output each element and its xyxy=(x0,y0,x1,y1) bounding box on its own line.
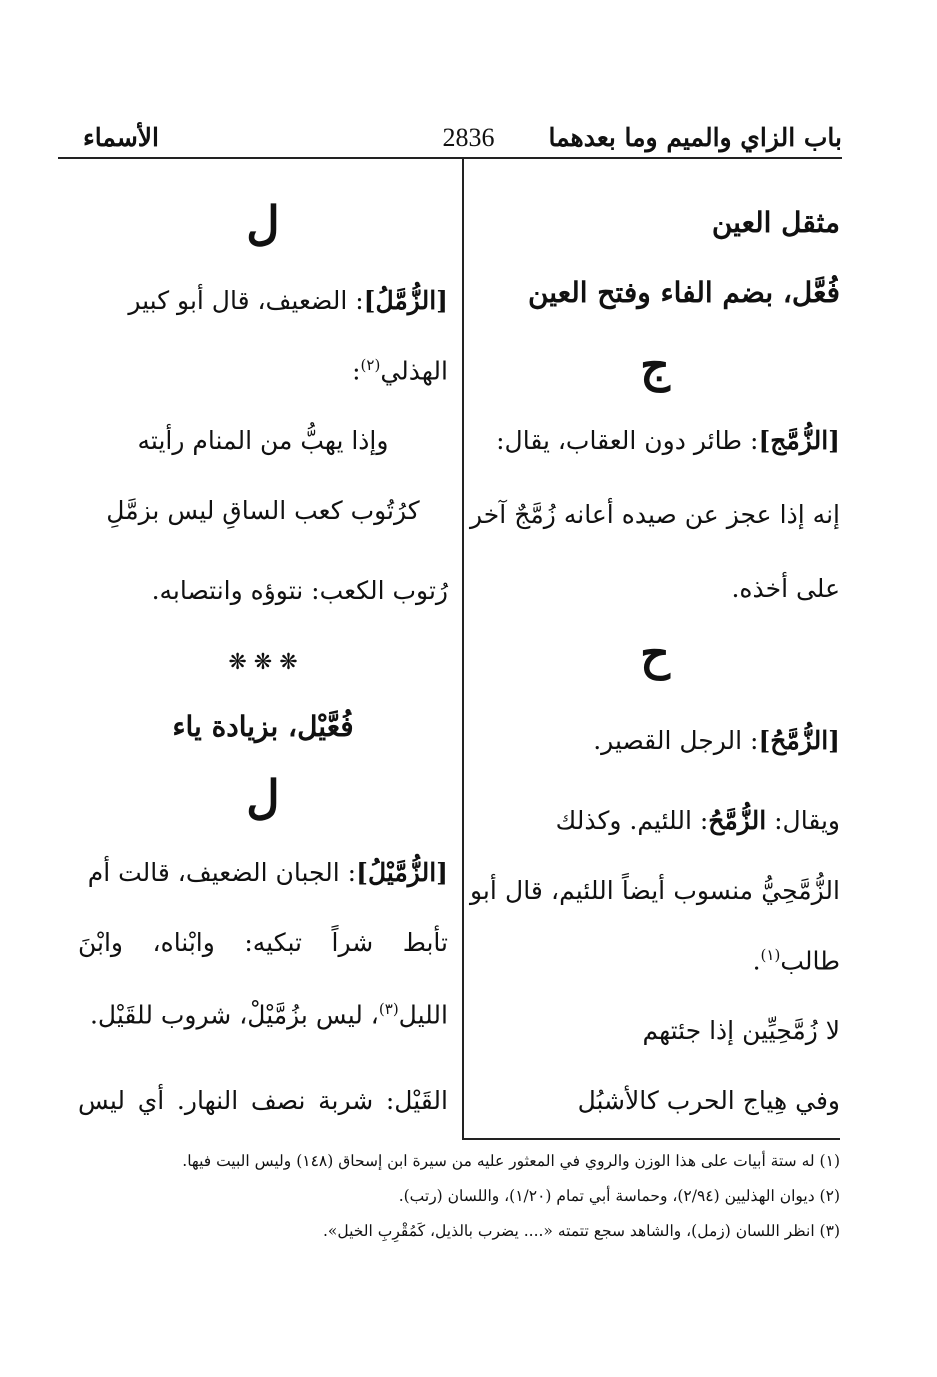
header-rule xyxy=(58,157,842,159)
entry-zummaj-line-3: على أخذه. xyxy=(731,574,840,603)
entry-zummah-line-1 xyxy=(470,726,840,755)
footnote-ref: (١) xyxy=(760,946,781,964)
entry-text: : طائر دون العقاب، يقال: xyxy=(496,426,759,455)
entry-text: : الجبان الضعيف، قالت أم xyxy=(87,858,357,887)
entry-zummayl-line-3 xyxy=(78,1000,448,1029)
footnote-1: (١) له ستة أبيات على هذا الوزن والروي في المعثور عليه من سيرة ابن إسحاق (١٤٨) وليس البيت فيها. xyxy=(182,1152,840,1170)
footnote-3: (٣) انظر اللسان (زمل)، والشاهد سجع تتمته «.... يضرب بالذيل، كَمُقْرِبِ الخيل». xyxy=(322,1222,840,1240)
entry-zummaj-line-2: إنه إذا عجز عن صيده أعانه زُمَّجٌ آخر xyxy=(470,500,840,529)
entry-zummayl-line-1 xyxy=(78,858,448,887)
footnote-ref: (٣) xyxy=(378,1000,399,1018)
entry-text: الليل xyxy=(398,1000,448,1030)
entry-zummayl-line-2: تأبط شراً تبكيه: وابْناه، وابْنَ xyxy=(78,928,448,957)
letter-heading-jim: ج xyxy=(640,338,670,392)
gloss-line: رُتوب الكعب: نتوؤه وانتصابه. xyxy=(151,576,448,605)
entry-zummayl-line-4: القَيْل: شربة نصف النهار. أي ليس xyxy=(78,1086,448,1115)
entry-term: الزُّمَّحُ xyxy=(708,806,767,835)
entry-term: [الزُّمَّلُ] xyxy=(363,286,448,315)
entry-term: [الزُّمَّج] xyxy=(758,426,840,455)
category-label: الأسماء xyxy=(83,123,159,152)
footnote-ref: (٢) xyxy=(360,356,381,374)
entry-text: ، ليس بزُمَّيْلْ، شروب للقَيْل. xyxy=(89,1000,379,1030)
entry-term: [الزُّمَّحُ] xyxy=(758,726,840,755)
entry-zummah-line-4 xyxy=(470,946,840,975)
section-title: باب الزاي والميم وما بعدهما xyxy=(548,123,842,152)
footnote-rule xyxy=(462,1138,840,1140)
heading-pattern: فُعَّيْل، بزيادة ياء xyxy=(172,710,354,743)
verse-line-1: لا زُمَّحِيِّين إذا جئتهم xyxy=(642,1016,840,1045)
heading-pattern: فُعَّل، بضم الفاء وفتح العين xyxy=(527,276,840,309)
heading-main: مثقل العين xyxy=(711,206,840,239)
entry-text: الهذلي xyxy=(380,356,448,386)
entry-zummah-line-2 xyxy=(470,806,840,835)
entry-zummaj-line-1 xyxy=(470,426,840,455)
verse-line-2: كرُتُوب كعب الساقِ ليس بزمَّلِ xyxy=(106,496,420,525)
footnote-2: (٢) ديوان الهذليين (٢/٩٤)، وحماسة أبي تمام (١/٢٠)، واللسان (رتب). xyxy=(398,1187,840,1205)
entry-zummal-line-2 xyxy=(78,356,448,385)
entry-zummal-line-1 xyxy=(78,286,448,315)
verse-line-2: وفي هِياج الحرب كالأشبُل xyxy=(577,1086,840,1115)
entry-text: ويقال: xyxy=(766,806,840,835)
entry-text: : الضعيف، قال أبو كبير xyxy=(128,286,364,315)
entry-text: : xyxy=(352,356,361,386)
letter-heading-ha: ح xyxy=(640,626,670,680)
letter-heading-lam: ل xyxy=(246,196,280,250)
section-separator-stars: ❋ ❋ ❋ xyxy=(228,650,298,675)
entry-text: : اللئيم. وكذلك xyxy=(555,806,709,835)
verse-line-1: وإذا يهبُّ من المنام رأيته xyxy=(137,426,389,455)
entry-text: : الرجل القصير. xyxy=(593,726,759,755)
letter-heading-lam-2: ل xyxy=(246,770,280,824)
entry-text: . xyxy=(752,946,761,976)
page-number: 2836 xyxy=(442,123,495,152)
entry-term: [الزُّمَّيْلُ] xyxy=(356,858,448,887)
column-divider xyxy=(462,158,464,1140)
entry-zummah-line-3: الزُّمَّحِيُّ منسوب أيضاً اللئيم، قال أبو xyxy=(470,876,840,905)
entry-text: طالب xyxy=(780,946,840,976)
